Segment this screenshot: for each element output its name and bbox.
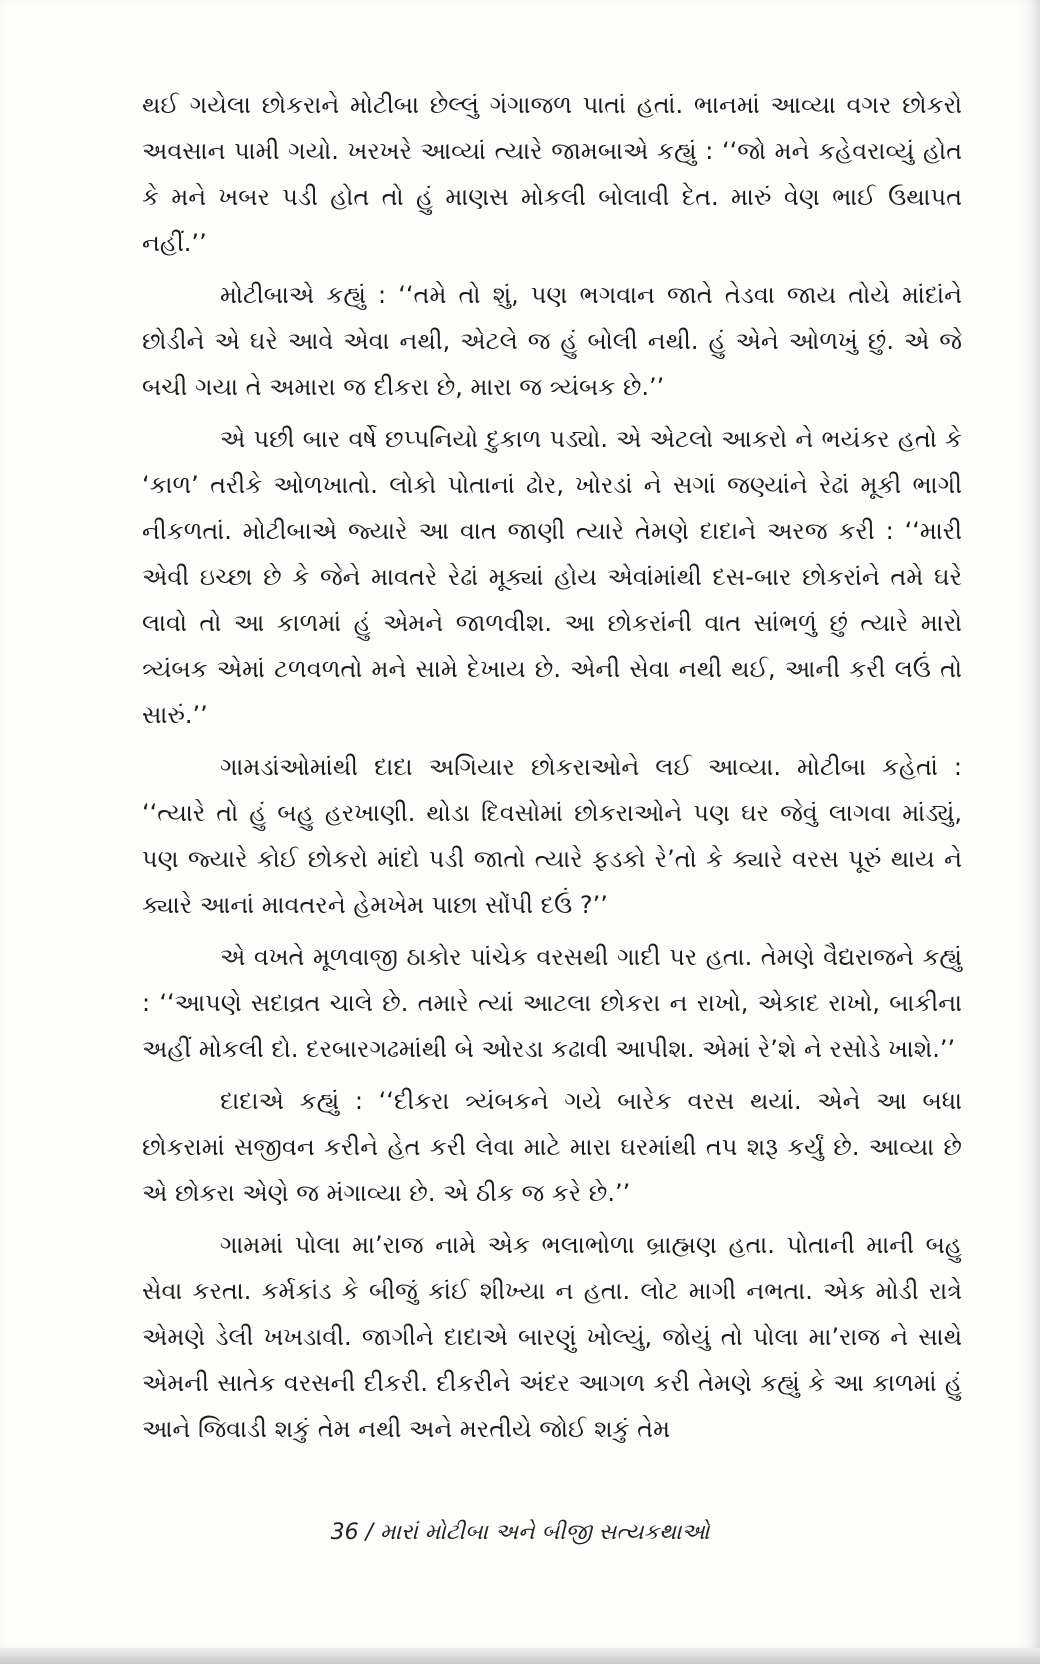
paragraph-4: ગામડાંઓમાંથી દાદા અગિયાર છોકરાઓને લઈ આવ્યા. મોટીબા કહેતાં : ‘‘ત્યારે તો હું બહુ હરખાણી. થોડા દિવસોમાં છોકરાઓને પણ ઘર જેવું લાગવા માંડ્યું, પણ જ્યારે કોઈ છોકરો માંદો પડી જાતો ત્યારે ફડકો રે’તો કે ક્યારે વરસ પૂરું થાય ને ક્યારે આનાં માવતરને હેમખેમ પાછા સોંપી દઉં ?’’: [142, 753, 962, 919]
body-text: [142, 82, 962, 1452]
paragraph-5: એ વખતે મૂળવાજી ઠાકોર પાંચેક વરસથી ગાદી પર હતા. તેમણે વૈદ્યરાજને કહ્યું : ‘‘આપણે સદાવ્રત ચાલે છે. તમારે ત્યાં આટલા છોકરા ન રાખો, એકાદ રાખો, બાકીના અહીં મોકલી દો. દરબારગઢમાંથી બે ઓરડા કઢાવી આપીશ. એમાં રે’શે ને રસોડે ખાશે.’’: [142, 943, 962, 1063]
paragraph-1: થઈ ગયેલા છોકરાને મોટીબા છેલ્લું ગંગાજળ પાતાં હતાં. ભાનમાં આવ્યા વગર છોકરો અવસાન પામી ગયો. ખરખરે આવ્યાં ત્યારે જામબાએ કહ્યું : ‘‘જો મને કહેવરાવ્યું હોત કે મને ખબર પડી હોત તો હું માણસ મોકલી બોલાવી દેત. મારું વેણ ભાઈ ઉથાપત નહીં.’’: [142, 91, 962, 257]
page-bottom-edge: [0, 1648, 1040, 1664]
paragraph-2: મોટીબાએ કહ્યું : ‘‘તમે તો શું, પણ ભગવાન જાતે તેડવા જાય તોયે માંદાંને છોડીને એ ઘરે આવે એવા નથી, એટલે જ હું બોલી નથી. હું એને ઓળખું છું. એ જે બચી ગયા તે અમારા જ દીકરા છે, મારા જ ત્ર્યંબક છે.’’: [142, 281, 962, 401]
page-footer: 36 / મારાં મોટીબા અને બીજી સત્યકથાઓ: [330, 1520, 710, 1545]
paragraph-7: ગામમાં પોલા મા’રાજ નામે એક ભલાભોળા બ્રાહ્મણ હતા. પોતાની માની બહુ સેવા કરતા. કર્મકાંડ કે બીજું કાંઈ શીખ્યા ન હતા. લોટ માગી નભતા. એક મોડી રાત્રે એમણે ડેલી ખખડાવી. જાગીને દાદાએ બારણું ખોલ્યું, જોયું તો પોલા મા’રાજ ને સાથે એમની સાતેક વરસની દીકરી. દીકરીને અંદર આગળ કરી તેમણે કહ્યું કે આ કાળમાં હું આને જિવાડી શકું તેમ નથી અને મરતીયે જોઈ શકું તેમ: [142, 1231, 962, 1443]
paragraph-3: એ પછી બાર વર્ષે છપ્પનિયો દુકાળ પડ્યો. એ એટલો આકરો ને ભયંકર હતો કે ‘કાળ’ તરીકે ઓળખાતો. લોકો પોતાનાં ઢોર, ખોરડાં ને સગાં જણ્યાંને રેઢાં મૂકી ભાગી નીકળતાં. મોટીબાએ જ્યારે આ વાત જાણી ત્યારે તેમણે દાદાને અરજ કરી : ‘‘મારી એવી ઇચ્છા છે કે જેને માવતરે રેઢાં મૂક્યાં હોય એવાંમાંથી દસ-બાર છોકરાંને તમે ઘરે લાવો તો આ કાળમાં હું એમને જાળવીશ. આ છોકરાંની વાત સાંભળું છું ત્યારે મારો ત્ર્યંબક એમાં ટળવળતો મને સામે દેખાય છે. એની સેવા નથી થઈ, આની કરી લઉં તો સારું.’’: [142, 425, 962, 729]
paragraph-6: દાદાએ કહ્યું : ‘‘દીકરા ત્ર્યંબકને ગયે બારેક વરસ થયાં. એને આ બધા છોકરામાં સજીવન કરીને હેત કરી લેવા માટે મારા ઘરમાંથી તપ શરૂ કર્યું છે. આવ્યા છે એ છોકરા એણે જ મંગાવ્યા છે. એ ઠીક જ કરે છે.’’: [142, 1087, 962, 1207]
